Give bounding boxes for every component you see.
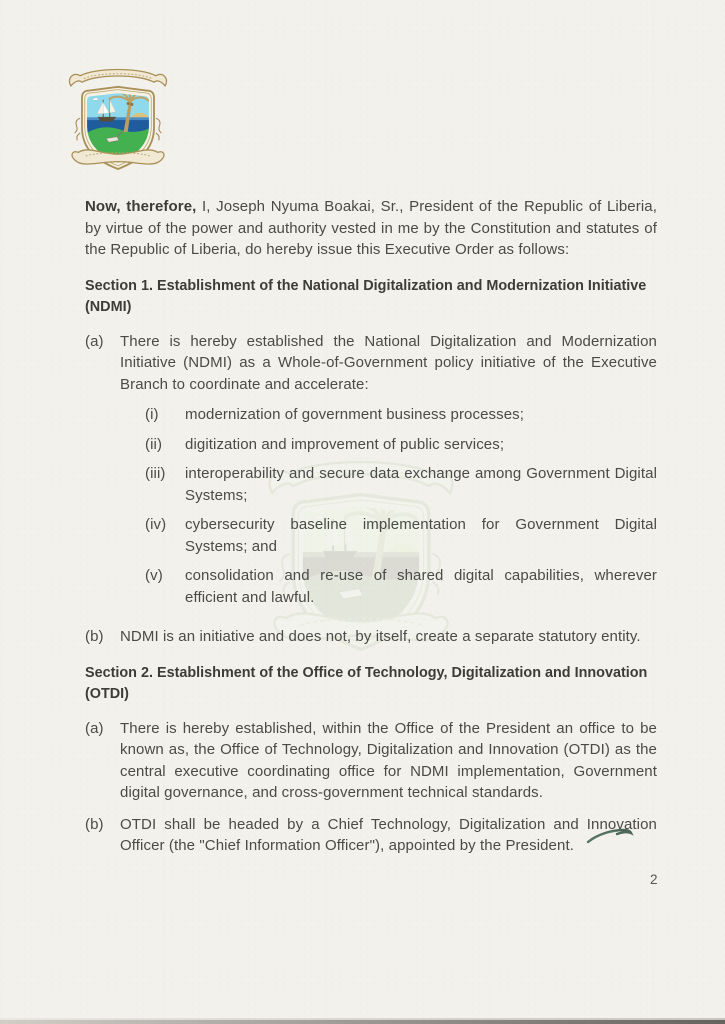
pen-tick-mark-icon	[584, 824, 636, 846]
item-text: interoperability and secure data exchange among Government Digital Systems;	[185, 465, 657, 504]
item-label: (b)	[85, 815, 104, 833]
list-item	[145, 565, 657, 608]
item-label: (i)	[145, 406, 159, 423]
item-label: (ii)	[145, 435, 163, 453]
liberia-coat-of-arms-seal	[58, 62, 178, 180]
intro-text: I, Joseph Nyuma Boakai, Sr., President of the Republic of Liberia, by virtue of the power and authority vested in me by the Constitution and statutes of the Republic of Liberia, do hereby issue this Executive Order as follows:	[85, 198, 657, 258]
section2-heading: Section 2. Establishment of the Office of Technology, Digitalization and Innovation (OTDI)	[85, 664, 648, 702]
section1-heading: Section 1. Establishment of the National Digitalization and Modernization Initiative (NDMI)	[85, 277, 647, 315]
item-text: There is hereby established, within the Office of the President an office to be known as, the Office of Technology, Digitalization and Innovation (OTDI) as the central executive coordinating office for NDMI implementation, Government digital governance, and cross-government technical standards.	[120, 719, 657, 801]
item-label: (a)	[85, 332, 104, 350]
list-item	[85, 814, 657, 857]
item-text: cybersecurity baseline implementation for Government Digital Systems; and	[185, 516, 657, 555]
list-item	[145, 404, 657, 426]
sublist	[120, 404, 657, 608]
list-item	[145, 514, 657, 557]
item-label: (v)	[145, 567, 163, 584]
page-number: 2	[650, 872, 658, 887]
item-text: NDMI is an initiative and does not, by itself, create a separate statutory entity.	[120, 628, 641, 645]
item-text: consolidation and re-use of shared digital capabilities, wherever efficient and lawful.	[185, 567, 657, 606]
item-label: (a)	[85, 719, 104, 737]
scan-edge-shadow	[0, 1020, 725, 1024]
list-item	[85, 718, 657, 804]
intro-paragraph	[85, 196, 657, 261]
item-label: (b)	[85, 628, 104, 645]
document-body	[85, 196, 657, 867]
item-label: (iv)	[145, 516, 167, 533]
list-item	[85, 626, 657, 648]
item-text: OTDI shall be headed by a Chief Technology, Digitalization and Innovation Officer (the "Chief Information Officer"), appointed by the President.	[120, 815, 657, 854]
intro-bold-lead: Now, therefore,	[85, 198, 197, 215]
list-item	[145, 434, 657, 456]
item-text: There is hereby established the National Digitalization and Modernization Initiative (NDMI) as a Whole-of-Government policy initiative of the Executive Branch to coordinate and accelerate:	[120, 332, 657, 393]
item-text: digitization and improvement of public services;	[185, 435, 505, 453]
liberia-seal-icon	[58, 62, 178, 180]
item-label: (iii)	[145, 465, 166, 482]
item-text: modernization of government business processes;	[185, 406, 525, 423]
list-item	[145, 463, 657, 506]
list-item	[85, 331, 657, 617]
